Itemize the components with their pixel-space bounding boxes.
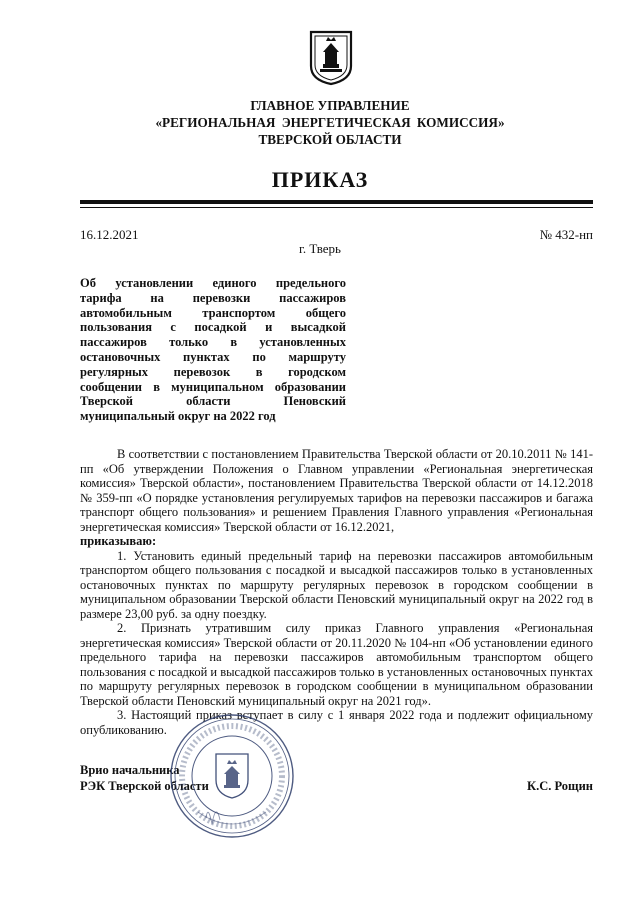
- order-item-1: 1. Установить единый предельный тариф на перевозки пассажиров автомобильным транспортом общего пользования с посадкой и высадкой пассажиров только в установленных остановочных пунктах по маршруту регулярных перевозок в городском сообщении в муниципальном образовании Тверской области Пеновский муниципальный округ на 2022 год в размере 23,00 руб. за одну поездку.: [80, 548, 593, 621]
- subject-line: остановочных пунктах по маршруту: [80, 349, 346, 364]
- signatory-name: К.С. Рощин: [527, 779, 593, 793]
- subject-line: пассажиров только в установленных: [80, 335, 346, 350]
- order-item-2: 2. Признать утратившим силу приказ Главного управления «Региональная энергетическая комиссия» Тверской области от 20.11.2020 № 104-нп «Об установлении единого предельного тарифа на перевозки пассажиров автомобильным транспортом общего пользования с посадкой и высадкой пассажиров только в установленных остановочных пунктах по маршруту регулярных перевозок в городском сообщении в муниципальном образовании Тверской области Пеновский муниципальный округ на 2021 год».: [80, 621, 593, 708]
- official-seal-icon: [168, 712, 296, 840]
- document-number: № 432-нп: [539, 227, 593, 242]
- preamble-paragraph: В соответствии с постановлением Правительства Тверской области от 20.10.2011 № 141-пп «Об утверждении Положения о Главном управлении «Региональная энергетическая комиссия» Тверской области», постановлением Правительства Тверской области от 14.12.2018 № 359-пп «О порядке установления регулируемых тарифов на перевозки пассажиров и багажа транспорт общего пользования» и решением Правления Главного управления «Региональная энергетическая комиссия» Тверской области от 16.12.2021,: [80, 447, 593, 534]
- org-name-line-3: ТВЕРСКОЙ ОБЛАСТИ: [258, 132, 402, 147]
- org-name-line-2: «РЕГИОНАЛЬНАЯ ЭНЕРГЕТИЧЕСКАЯ КОМИССИЯ»: [155, 115, 505, 130]
- tver-coat-of-arms-icon: [309, 30, 353, 86]
- subject-line: муниципальный округ на 2022 год: [80, 409, 276, 424]
- subject-line: Об установлении единого предельного: [80, 276, 346, 290]
- document-city: г. Тверь: [299, 241, 341, 256]
- document-body: [80, 447, 593, 737]
- signatory-position-line-2: РЭК Тверской области: [80, 779, 209, 793]
- subject-line: пользования с посадкой и высадкой: [80, 320, 346, 335]
- order-word: приказываю:: [80, 534, 157, 548]
- subject-line: регулярных перевозок в городском: [80, 364, 346, 379]
- document-type-title: ПРИКАЗ: [271, 167, 369, 192]
- header-divider-thick: [80, 200, 593, 204]
- order-item-3: 3. Настоящий приказ вступает в силу с 1 января 2022 года и подлежит официальному опубликованию.: [80, 708, 593, 737]
- subject-line: сообщении в муниципальном образовании: [80, 379, 346, 394]
- subject-line: тарифа на перевозки пассажиров: [80, 290, 346, 305]
- subject-line: автомобильным транспортом общего: [80, 305, 346, 320]
- signatory-position-line-1: Врио начальника: [80, 763, 180, 777]
- org-name-line-1: ГЛАВНОЕ УПРАВЛЕНИЕ: [250, 98, 410, 113]
- header-divider-thin: [80, 207, 593, 208]
- subject-line: Тверской области Пеновский: [80, 394, 346, 409]
- document-date: 16.12.2021: [80, 227, 139, 242]
- document-subject: [80, 276, 346, 424]
